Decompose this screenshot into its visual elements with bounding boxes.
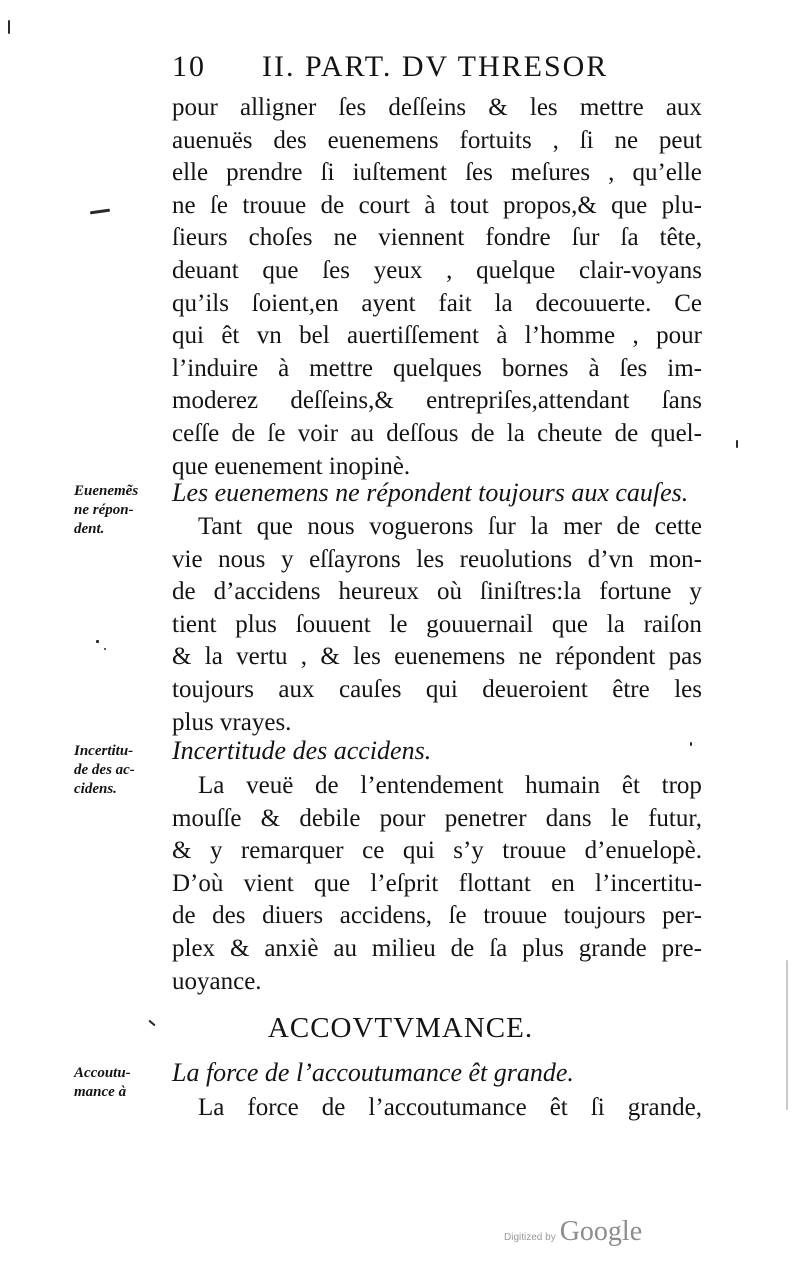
text-line: ne ſe trouue de court à tout propos,& que plu- — [172, 191, 702, 219]
margin-note-accoutumance — [74, 1064, 170, 1102]
text-line: & la vertu , & les euenemens ne répondent pas — [172, 643, 702, 671]
text-line: vie nous y eſſayrons les reuolutions d’vn mon- — [172, 545, 702, 573]
running-title: II. PART. DV THRESOR — [262, 50, 609, 83]
text-line: que euenement inopinè. — [172, 452, 411, 480]
scan-speck — [96, 640, 99, 643]
scan-speck — [104, 648, 106, 650]
text-line: uoyance. — [172, 967, 262, 995]
margin-note-line: Euenemẽs — [74, 483, 139, 499]
watermark-brand: Google — [559, 1216, 643, 1247]
subheading-euenemens: Les euenemens ne répondent toujours aux cauſes. — [172, 478, 689, 507]
paragraph-incertitude — [172, 770, 702, 998]
margin-note-line: Accoutu- — [74, 1065, 131, 1081]
watermark-prefix: Digitized by — [504, 1232, 556, 1243]
margin-note-line: ne répon- — [74, 502, 134, 518]
margin-note-line: Incertitu- — [74, 743, 134, 759]
scan-speck — [736, 440, 738, 448]
scan-speck — [90, 209, 110, 215]
text-line: ceſſe de ſe voir au deſſous de la cheute de quel- — [172, 419, 702, 447]
paragraph-intro — [172, 92, 702, 483]
margin-note-line: cidens. — [74, 781, 117, 797]
text-line: & y remarquer ce qui s’y trouue d’enuelopè. — [172, 837, 702, 865]
text-line: plex & anxiè au milieu de ſa plus grande pre- — [172, 934, 702, 962]
scan-speck — [8, 20, 10, 34]
text-line: D’où vient que l’eſprit flottant en l’incertitu- — [172, 869, 702, 897]
text-line: qu’ils ſoient,en ayent fait la decouuerte. Ce — [172, 289, 702, 317]
page-number: 10 — [172, 50, 206, 83]
digitized-watermark — [504, 1216, 642, 1248]
text-line: auenuës des euenemens fortuits , ſi ne peut — [172, 126, 702, 154]
paragraph-accoutumance — [172, 1092, 702, 1125]
scan-edge — [786, 960, 788, 1110]
subheading-incertitude: Incertitude des accidens. — [172, 736, 432, 765]
text-line: de d’accidens heureux où ſiniſtres:la fortune y — [172, 578, 702, 606]
text-line: deuant que ſes yeux , quelque clair-voyans — [172, 256, 702, 284]
subheading-accoutumance: La force de l’accoutumance êt grande. — [172, 1058, 574, 1087]
text-line: l’induire à mettre quelques bornes à ſes im- — [172, 354, 702, 382]
text-line: ſieurs choſes ne viennent fondre ſur ſa tête, — [172, 224, 702, 252]
text-line: de des diuers accidens, ſe trouue toujours per- — [172, 902, 702, 930]
text-line: elle prendre ſi iuſtement ſes meſures , qu’elle — [172, 159, 702, 187]
text-line: La veuë de l’entendement humain êt trop — [198, 772, 702, 799]
text-line: plus vrayes. — [172, 708, 292, 736]
margin-note-line: de des ac- — [74, 762, 135, 778]
text-line: Tant que nous voguerons ſur la mer de cette — [198, 513, 702, 540]
text-line: tient plus ſouuent le gouuernail que la raiſon — [172, 610, 702, 638]
scan-speck — [690, 742, 692, 746]
margin-note-incertitude — [74, 742, 170, 799]
text-line: moderez deſſeins,& entrepriſes,attendant ſans — [172, 387, 702, 415]
text-line: qui êt vn bel auertiſſement à l’homme , pour — [172, 322, 702, 350]
margin-note-line: mance à — [74, 1084, 127, 1100]
paragraph-euenemens — [172, 511, 702, 739]
margin-note-euenemens — [74, 482, 170, 539]
section-title: ACCOVTVMANCE. — [267, 1012, 534, 1044]
text-line: pour alligner ſes deſſeins & les mettre aux — [172, 94, 702, 121]
text-line: toujours aux cauſes qui deueroient être les — [172, 675, 702, 703]
margin-note-line: dent. — [74, 521, 105, 537]
text-line: La force de l’accoutumance êt ſi grande, — [198, 1094, 702, 1121]
text-line: mouſſe & debile pour penetrer dans le futur, — [172, 804, 702, 832]
running-head — [172, 50, 642, 90]
